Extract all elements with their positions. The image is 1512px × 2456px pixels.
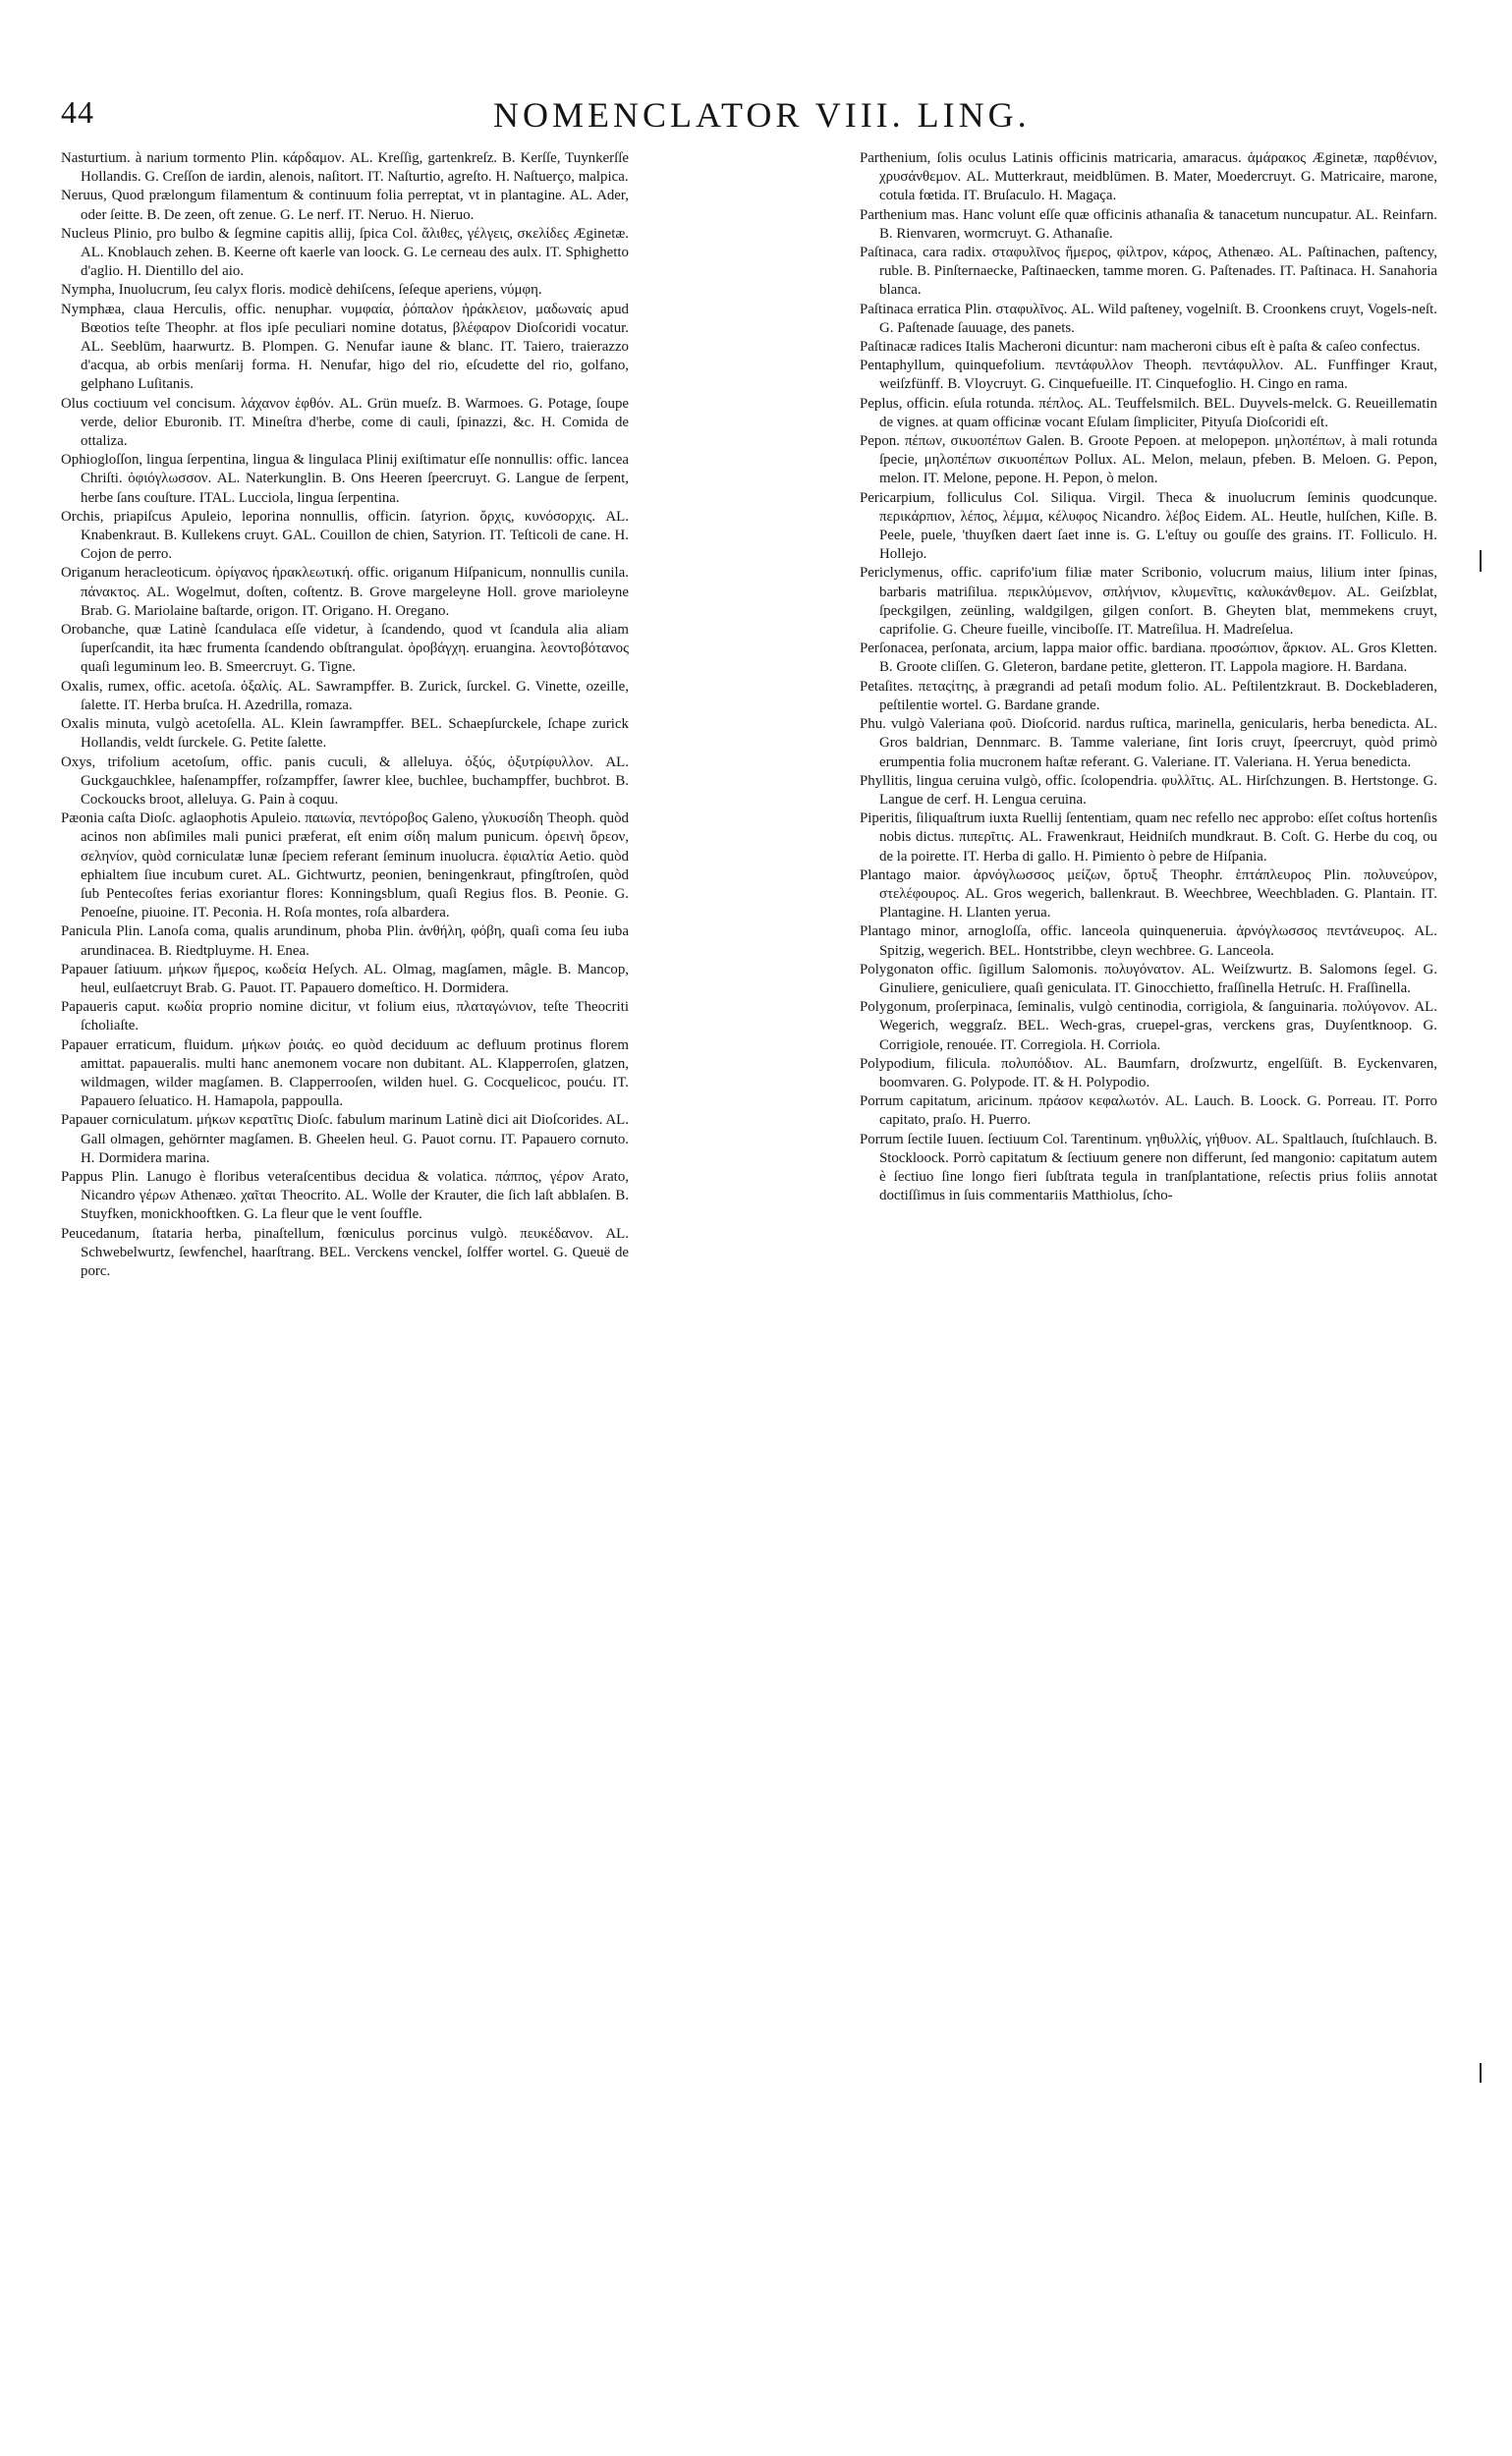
entry-text: erraticum, fluidum. μήκων ῥοιάς. eo quòd deciduum ac defluum protinus florem amittat. papaueralis. multi hanc anemonem vocare non dubitant. AL. Klapperroſen, glatzen, wildmagen, wilder magſamen. B. Clapperrooſen, wilden huel. G. Cocquelicoc, pouću. IT. Papauero ſeluatico. H. Hamapola, pappoulla. — [81, 1036, 629, 1110]
entry-headword: Pericarpium, — [860, 489, 935, 506]
dictionary-entry — [61, 715, 629, 753]
dictionary-entry — [860, 640, 1437, 677]
dictionary-entry — [61, 225, 629, 282]
entry-text: capitatum, aricinum. πράσον κεφαλωτόν. AL. Lauch. B. Loock. G. Porreau. IT. Porro capitato, praſo. H. Puerro. — [879, 1093, 1437, 1129]
entry-headword: Paſtinaca — [860, 301, 914, 317]
entry-text: Inuolucrum, ſeu calyx floris. modicè dehiſcens, ſeſeque aperiens, νύμφη. — [118, 282, 542, 299]
entry-text: ſtataria herba, pinaſtellum, fœniculus porcinus vulgò. πευκέδανον. AL. Schwebelwurtz, ſewfenchel, haarſtrang. BEL. Verckens venckel, ſolffer wortel. G. Queuë de porc. — [81, 1225, 629, 1279]
entry-headword: Peucedanum, — [61, 1225, 140, 1242]
entry-headword: Pæonia — [61, 810, 104, 827]
entry-text: ſectile Iuuen. ſectiuum Col. Tarentinum. γηθυλλίς, γήθυον. AL. Spaltlauch, ſtuſchlauch. B. Stockloock. Porrò capitatum & ſectiuum genere non differunt, ſed mangonio: capitatum autem è ſectiuo ſine longo fieri ſubſtrata tegula in tranſplantatione, reſectis prius foliis annotat doctiſſimus in ſuis commentariis Matthiolus, ſcho- — [879, 1131, 1437, 1204]
dictionary-entry — [61, 1225, 629, 1282]
entry-text: heracleoticum. ὀρίγανος ἡρακλεωτική. offic. origanum Hiſpanicum, nonnullis cunila. πάνακτος. AL. Wogelmut, doſten, coſtentz. B. Grove margeleyne Holl. grove marioleyne Brab. G. Mariolaine baſtarde, origon. IT. Origano. H. Oregano. — [81, 565, 629, 619]
entry-text: erratica Plin. σταφυλῖνος. AL. Wild paſteney, vogelniſt. B. Croonkens cruyt, Vogels-neſt. G. Paſtenade ſauuage, des panets. — [879, 301, 1437, 336]
dictionary-entry — [61, 621, 629, 678]
margin-mark — [1480, 2063, 1482, 2083]
entry-text: Quod prælongum filamentum & continuum folia perreptat, vt in plantagine. AL. Ader, oder ſeitte. B. De zeen, oft zenue. G. Le nerf. IT. Neruo. H. Nieruo. — [81, 188, 629, 223]
page-header — [61, 94, 1148, 140]
entry-text: claua Herculis, offic. nenuphar. νυμφαία, ῥόπαλον ἡράκλειον, μαδωναίς apud Bœotios teſte Theophr. at flos ipſe peculiari nomine dotatus, βλέφαρον Dioſcoridi vocatur. AL. Seeblūm, haarwurtz. B. Plompen. G. Nenufar iaune & blanc. IT. Taiero, traierazzo d'acqua, ab orbis menſarij forma. H. Nenufar, higo del rio, eſcudette del rio, golfano, gelphano Luſitanis. — [81, 301, 629, 393]
entry-headword: Phyllitis, — [860, 772, 913, 789]
dictionary-entry — [61, 187, 629, 224]
entry-headword: Papauer — [61, 1112, 108, 1129]
entry-headword: Papaueris — [61, 999, 118, 1016]
entry-text: caſta Dioſc. aglaophotis Apuleio. παιωνία, πεντόροβος Galeno, γλυκυσίδη Theoph. quòd acinos non abſimiles mali punici præferat, eſt enim σίδη malum punicum. ὀρεινὴ ὄρεον, σεληνίον, quòd corniculatæ lunæ ſpeciem referant ſeminum inuolucra. ἐφιαλτία Aetio. quòd ephialtem ſiue incubum curet. AL. Gichtwurtz, peonien, beningenkraut, pfingſtroſen, quòd ſub Pentecoſtes ferias exoriantur flores: Konningsblum, quaſi Regius flos. B. Peonie. G. Penoeſne, piuoine. IT. Peconia. H. Roſa montes, roſa albardera. — [81, 810, 629, 921]
entry-headword: Porrum — [860, 1093, 904, 1110]
entry-headword: Ophiogloſſon, — [61, 452, 143, 469]
dictionary-entry — [61, 922, 629, 960]
dictionary-entry — [860, 1055, 1437, 1092]
entry-text: quinquefolium. πεντάφυλλον Theoph. πεντάφυλλον. AL. Funffinger Kraut, weiſzfünff. B. Vloycruyt. G. Cinquefueille. IT. Cinquefoglio. H. Cingo en rama. — [879, 358, 1437, 393]
entry-text: ſiliquaſtrum iuxta Ruellij ſententiam, quam nec refello nec approbo: eſſet coſtus hortenſis nobis dictus. πιπερῖτις. AL. Frawenkraut, Heidniſch mundkraut. B. Coſt. G. Herbe du coq, ou de la poirette. IT. Herba di gallo. H. Pimiento ò pebre de Hiſpania. — [879, 810, 1437, 865]
dictionary-entry — [61, 678, 629, 715]
entry-text: Plin. Lanugo è floribus veteraſcentibus decidua & volatica. πάππος, γέρον Arato, Nicandro γέρων Athenæo. χαῖται Theocrito. AL. Wolle der Krauter, die ſich laſt abblaſen. B. Stuyfken, monickhooftken. G. La fleur que le vent ſouffle. — [81, 1168, 629, 1223]
dictionary-entry — [860, 338, 1437, 357]
dictionary-entry — [860, 395, 1437, 432]
dictionary-entry — [61, 1036, 629, 1112]
right-column — [860, 149, 1437, 2419]
entry-text: ſatiuum. μήκων ἥμερος, κωδεία Heſych. AL. Olmag, magſamen, mâgle. B. Mancop, heul, eulſaetcruyt Brab. G. Pauot. IT. Papauero domeſtico. H. Dormidera. — [81, 961, 629, 996]
dictionary-entry — [61, 1168, 629, 1225]
entry-text: minor, arnogloſſa, offic. lanceola quinqueneruia. ἀρνόγλωσσος πεντάνευρος. AL. Spitzig, wegerich. BEL. Hontstribbe, cleyn wechbree. G. Lanceola. — [879, 923, 1437, 959]
entry-text: priapiſcus Apuleio, leporina nonnullis, officin. ſatyrion. ὄρχις, κυνόσορχις. AL. Knabenkraut. B. Kullekens cruyt. GAL. Couillon de chien, Satyrion. IT. Teſticoli de cane. H. Cojon de perro. — [81, 508, 629, 563]
entry-headword: Pentaphyllum, — [860, 358, 945, 374]
entry-headword: Nucleus — [61, 225, 109, 242]
entry-text: officin. eſula rotunda. πέπλος. AL. Teuffelsmilch. BEL. Duyvels-melck. G. Reueillematin de vignes. at quam officinæ vocant Eſulam ſimpliciter, Pityuſa Dioſcoridi eſt. — [879, 395, 1437, 430]
entry-headword: Neruus, — [61, 188, 107, 204]
entry-headword: Oxys, — [61, 754, 96, 770]
entry-headword: Oxalis, — [61, 678, 103, 695]
dictionary-entry — [61, 301, 629, 395]
entry-headword: Orchis, — [61, 508, 104, 525]
entry-headword: Nymphæa, — [61, 301, 125, 317]
dictionary-entry — [860, 489, 1437, 565]
entry-text: lingua ſerpentina, lingua & lingulaca Plinij exiſtimatur eſſe nonnullis: offic. lancea Chriſti. ὀφιόγλωσσον. AL. Naterkunglin. B. Ons Heeren ſpeercruyt. G. Langue de ſerpent, herbe ſans couſture. ITAL. Lucciola, lingua ſerpentina. — [81, 452, 629, 506]
entry-headword: Phu. — [860, 716, 886, 733]
dictionary-entry — [61, 1111, 629, 1168]
entry-text: trifolium acetoſum, offic. panis cuculi, & alleluya. ὀξύς, ὀξυτρίφυλλον. AL. Guckgauchklee, haſenampffer, roſzampffer, ſawrer klee, buchlee, buchampffer, buchbrot. B. Cockoucks broot, alleluya. G. Pain à coquu. — [81, 754, 629, 808]
entry-headword: Polygonum, — [860, 999, 931, 1016]
dictionary-entry — [860, 1131, 1437, 1206]
running-title: NOMENCLATOR VIII. LING. — [493, 95, 1031, 135]
dictionary-entry — [61, 998, 629, 1035]
dictionary-entry — [61, 564, 629, 621]
entry-headword: Origanum — [61, 565, 121, 582]
entry-headword: Plantago — [860, 866, 912, 883]
entry-text: à narium tormento Plin. κάρδαμον. AL. Kreſſig, gartenkreſz. B. Kerſſe, Tuynkerſſe Hollandis. G. Creſſon de iardin, alenois, naſitort. IT. Naſturtio, agreſto. H. Naſtuerço, malpica. — [81, 150, 629, 186]
dictionary-entry — [860, 564, 1437, 640]
dictionary-entry — [61, 395, 629, 452]
dictionary-entry — [860, 301, 1437, 338]
dictionary-entry — [61, 281, 629, 300]
dictionary-entry — [860, 866, 1437, 923]
entry-headword: Porrum — [860, 1131, 904, 1147]
entry-headword: Nympha, — [61, 282, 116, 299]
entry-text: πεταςίτης, à prægrandi ad petaſi modum folio. AL. Peſtilentzkraut. B. Dockebladeren, peſtilentie wortel. G. Bardane grande. — [879, 678, 1437, 713]
dictionary-entry — [61, 809, 629, 922]
entry-text: πέπων, σικυοπέπων Galen. B. Groote Pepoen. at melopepon. μηλοπέπων, à mali rotunda ſpecie, μηλοπέπων σικυοπέπων Pollux. AL. Melon, melaun, pfeben. B. Meloen. G. Pepon, melon. IT. Melone, pepone. H. Pepon, ò melon. — [879, 433, 1437, 487]
dictionary-entry — [61, 961, 629, 998]
entry-headword: Oxalis minuta, — [61, 716, 150, 733]
entry-text: corniculatum. μήκων κερατῖτις Dioſc. fabulum marinum Latinè dici ait Dioſcorides. AL. Gall olmagen, gehörnter magſamen. B. Gheelen heul. G. Pauot cornu. IT. Papauero cornuto. H. Dormidera marina. — [81, 1112, 629, 1166]
dictionary-entry — [61, 754, 629, 810]
entry-headword: Paſtinacæ — [860, 339, 917, 356]
dictionary-entry — [860, 357, 1437, 394]
entry-text: maior. ἀρνόγλωσσος μείζων, ὄρτυξ Theophr. ἑπτάπλευρος Plin. πολυνεύρον, στελέφουρος. AL. Gros wegerich, ballenkraut. B. Weechbree, Weechbladen. G. Plantain. IT. Plantagine. H. Llanten yerua. — [879, 866, 1437, 921]
entry-headword: Papauer — [61, 961, 108, 977]
dictionary-entry — [860, 206, 1437, 244]
dictionary-entry — [860, 961, 1437, 998]
dictionary-entry — [860, 922, 1437, 960]
entry-headword: Plantago — [860, 923, 912, 940]
entry-text: offic. ſigillum Salomonis. πολυγόνατον. AL. Weiſzwurtz. B. Salomons ſegel. G. Ginuliere, geniculiere, quaſi geniculata. IT. Ginocchietto, fraſſinella Hetruſc. H. Fraſſinella. — [879, 961, 1437, 996]
entry-headword: Papauer — [61, 1036, 108, 1053]
entry-headword: Petaſites. — [860, 678, 914, 695]
entry-text: folliculus Col. Siliqua. Virgil. Theca & inuolucrum ſeminis quodcunque. περικάρπιον, λέπος, λέμμα, κέλυφος Nicandro. λέβος Eidem. AL. Heutle, hulſchen, Kiſle. B. Peele, puele, 'thuyſken daert ſaet inne is. G. L'eſtuy ou gouſſe des grains. IT. Folliculo. H. Hollejo. — [879, 489, 1437, 563]
dictionary-entry — [61, 508, 629, 565]
dictionary-entry — [860, 715, 1437, 772]
dictionary-entry — [61, 451, 629, 508]
entry-text: lingua ceruina vulgò, offic. ſcolopendria. φυλλῖτις. AL. Hirſchzungen. B. Hertstonge. G. Langue de cerf. H. Lengua ceruina. — [879, 772, 1437, 808]
entry-text: mas. Hanc volunt eſſe quæ officinis athanaſia & tanacetum nuncupatur. AL. Reinfarn. B. Rienvaren, wormcruyt. G. Athanaſie. — [879, 206, 1437, 242]
entry-text: Plin. Lanoſa coma, qualis arundinum, phoba Plin. ἀνθήλη, φόβη, quaſi coma ſeu iuba arundinacea. B. Riedtpluyme. H. Enea. — [81, 923, 629, 959]
entry-text: proſerpinaca, ſeminalis, vulgò centinodia, corrigiola, & ſanguinaria. πολύγονον. AL. Wegerich, weggraſz. BEL. Wech-gras, cruepel-gras, verckens gras, Duyſentknoop. G. Corrigiole, renouée. IT. Corregiola. H. Corriola. — [879, 999, 1437, 1053]
entry-text: radices Italis Macheroni dicuntur: nam macheroni cibus eſt è paſta & caſeo confectus. — [920, 339, 1421, 356]
entry-headword: Polygonaton — [860, 961, 934, 977]
entry-headword: Polypodium, — [860, 1055, 935, 1072]
entry-headword: Orobanche, — [61, 622, 130, 639]
entry-headword: Paſtinaca, — [860, 245, 918, 261]
entry-headword: Periclymenus, — [860, 565, 943, 582]
entry-headword: Perſonacea, — [860, 641, 928, 657]
entry-headword: Panicula — [61, 923, 112, 940]
entry-text: vulgò acetoſella. AL. Klein ſawrampffer. BEL. Schaepſurckele, ſchape zurick Hollandis, veldt ſurckele. G. Petite ſalette. — [81, 716, 629, 752]
dictionary-entry — [860, 244, 1437, 301]
entry-headword: Parthenium, — [860, 150, 931, 166]
entry-headword: Nasturtium. — [61, 150, 131, 166]
dictionary-entry — [860, 809, 1437, 866]
dictionary-entry — [61, 149, 629, 187]
entry-text: vel concisum. λάχανον ἑφθόν. AL. Grün mueſz. B. Warmoes. G. Potage, ſoupe verde, delior Eburonib. IT. Mineſtra d'herbe, come di cauli, ſpinazzi, &c. H. Comida de ottaliza. — [81, 395, 629, 450]
entry-text: vulgò Valeriana φοῦ. Dioſcorid. nardus ruſtica, marinella, genicularis, herba benedicta. AL. Gros baldrian, Dennmarc. B. Tamme valeriane, ſint Ioris cruyt, ſpeercruyt, quòd primò erumpentia folia mucronem haſtæ referant. G. Valeriane. IT. Valeriana. H. Yerua benedicta. — [879, 716, 1437, 770]
entry-text: filicula. πολυπόδιον. AL. Baumfarn, droſzwurtz, engelſüſt. B. Eyckenvaren, boomvaren. G. Polypode. IT. & H. Polypodio. — [879, 1055, 1437, 1090]
entry-headword: Peplus, — [860, 395, 903, 412]
entry-headword: Piperitis, — [860, 810, 913, 827]
dictionary-entry — [860, 772, 1437, 809]
entry-text: cara radix. σταφυλῖνος ἥμερος, φίλτρον, κάρος, Athenæo. AL. Paſtinachen, paſtency, ruble. B. Pinſternaecke, Paſtinaecken, tamme moren. G. Paſtenades. IT. Paſtinaca. H. Sanahoria blanca. — [879, 245, 1437, 299]
entry-text: Plinio, pro bulbo & ſegmine capitis allij, ſpica Col. ἄλιθες, γέλγεις, σκελίδες Æginetæ. AL. Knoblauch zehen. B. Keerne oft kaerle van loock. G. Le cerneau des aulx. IT. Sphighetto d'aglio. H. Dientillo del aio. — [81, 225, 629, 280]
entry-headword: Olus coctiuum — [61, 395, 148, 412]
entry-text: rumex, offic. acetoſa. ὀξαλίς. AL. Sawrampffer. B. Zurick, ſurckel. G. Vinette, ozeille, ſalette. IT. Herba bruſca. H. Azedrilla, romaza. — [81, 678, 629, 713]
dictionary-entry — [860, 678, 1437, 715]
entry-text: ſolis oculus Latinis officinis matricaria, amaracus. ἀμάρακος Æginetæ, παρθένιον, χρυσάνθεμον. AL. Mutterkraut, meidblūmen. B. Mater, Moedercruyt. G. Matricaire, marone, cotula fœtida. IT. Bruſaculo. H. Magaça. — [879, 150, 1437, 204]
dictionary-entry — [860, 1092, 1437, 1130]
page-number: 44 — [61, 94, 94, 130]
entry-text: perſonata, arcium, lappa maior offic. bardiana. προσώπιον, ἄρκιον. AL. Gros Kletten. B. Groote cliſſen. G. Gleteron, bardane petite, gletteron. IT. Lappola magiore. H. Bardana. — [879, 641, 1437, 676]
entry-headword: Pappus — [61, 1168, 104, 1185]
entry-text: offic. caprifo'ium filiæ mater Scribonio, volucrum maius, lilium inter ſpinas, barbaris matriſilua. περικλύμενον, σπλήνιον, κλυμενῖτις, καλυκάνθεμον. AL. Geiſzblat, ſpeckgilgen, zeünling, waldgilgen, gilgen conſort. B. Gheyten blat, memmekens cruyt, caprifolie. G. Cheure fueille, vinciboſſe. IT. Matreſilua. H. Madreſelua. — [879, 565, 1437, 639]
entry-text: quæ Latinè ſcandulaca eſſe videtur, à ſcandendo, quod vt ſcandula alia aliam ſuperſcandit, ita hæc frumenta ſcandendo obſtrangulat. ὀροβάγχη. eruangina. λεοντοβότανος quaſi leguminum leo. B. Smeercruyt. G. Tigne. — [81, 622, 629, 676]
margin-mark — [1480, 550, 1482, 572]
entry-text: caput. κωδία proprio nomine dicitur, vt folium eius, πλαταγώνιον, teſte Theocriti ſcholiaſte. — [81, 999, 629, 1034]
dictionary-entry — [860, 149, 1437, 206]
entry-headword: Parthenium — [860, 206, 927, 223]
left-column — [61, 149, 629, 2419]
dictionary-entry — [860, 432, 1437, 489]
entry-headword: Pepon. — [860, 433, 900, 450]
dictionary-entry — [860, 998, 1437, 1055]
